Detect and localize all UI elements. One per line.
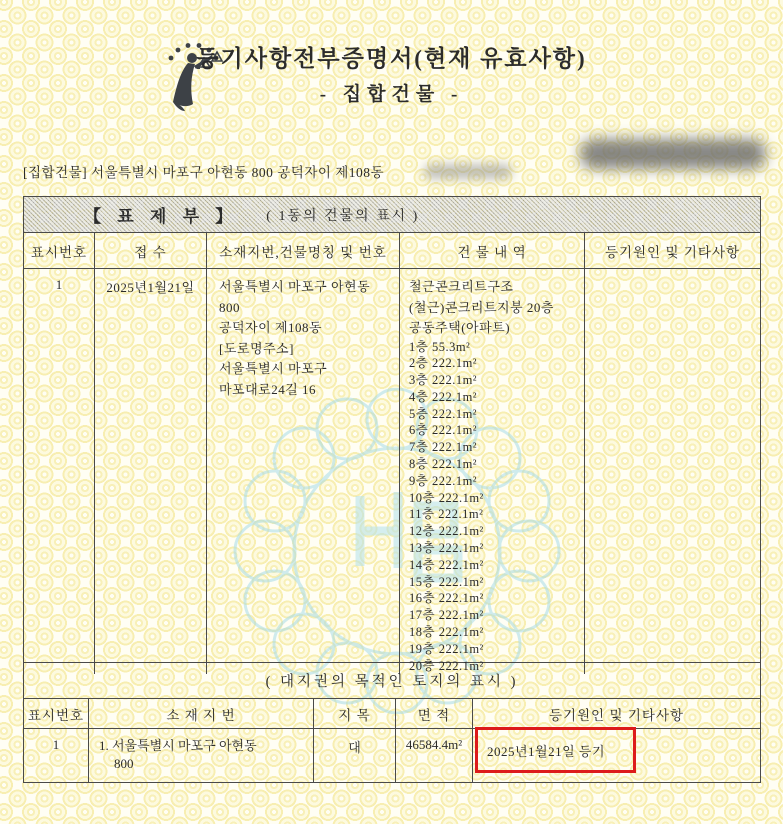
cell-land-address [89,729,314,782]
text-line: (철근)콘크리트지붕 20층 [409,299,554,315]
document-title: 등기사항전부증명서(현재 유효사항) [196,46,587,71]
cell-land-cause [473,729,760,782]
text-line: 서울특별시 마포구 아현동 [219,279,371,294]
cell-cause-empty [585,269,760,674]
register-table [23,196,761,783]
text-line: 5층 222.1m² [409,406,478,421]
title-part-sublabel: ( 1동의 건물의 표시 ) [266,208,420,224]
text-line: 10층 222.1m² [409,490,484,505]
building-table-header [24,233,760,269]
col-land-display-no: 표시번호 [24,699,89,728]
title-part-band [24,197,760,233]
text-line: 1층 55.3m² [409,339,471,354]
cell-building-detail [400,269,585,674]
text-line: 20층 222.1m² [409,658,484,673]
land-table-header [24,699,760,729]
cell-receipt-date: 2025년1월21일 [95,269,207,674]
building-structure-lines [400,277,584,339]
text-line: 6층 222.1m² [409,423,478,438]
land-registration-date: 2025년1월21일 등기 [487,743,606,759]
text-line: 17층 222.1m² [409,608,484,623]
text-line: 철근콘크리트구조 [409,279,514,294]
cell-location-address [207,269,400,674]
col-cause: 등기원인 및 기타사항 [604,244,741,260]
text-line: 9층 222.1m² [409,473,478,488]
land-section-title: ( 대지권의 목적인 토지의 표시 ) [24,663,760,699]
col-display-no: 표시번호 [24,233,95,268]
col-land-location: 소 재 지 번 [89,699,314,728]
text-line: 4층 222.1m² [409,389,478,404]
building-floor-areas [400,339,584,675]
text-line: 11층 222.1m² [409,507,484,522]
col-receipt: 접 수 [95,233,207,268]
text-line: 공덕자이 제108동 [219,320,323,335]
text-line: 18층 222.1m² [409,625,484,640]
title-part-label: 【 표 제 부 】 [84,207,239,226]
redaction-blur-after-address [424,164,512,179]
text-line: 서울특별시 마포구 [219,361,328,376]
document-header [0,40,783,106]
col-land-area: 면 적 [396,699,473,728]
col-land-category: 지 목 [314,699,396,728]
building-table-row [24,269,760,673]
highlight-red-box [475,727,636,773]
cell-land-display-no: 1 [24,729,89,782]
text-line: 16층 222.1m² [409,591,484,606]
cell-display-no: 1 [24,269,95,674]
text-line: 12층 222.1m² [409,524,484,539]
text-line: 800 [219,299,240,315]
land-table-row [24,729,760,782]
text-line: 15층 222.1m² [409,574,484,589]
text-line: 7층 222.1m² [409,440,478,455]
col-location: 소재지번,건물명칭 및 번호 [207,233,400,268]
text-line: 8층 222.1m² [409,457,478,472]
text-line: 공동주택(아파트) [409,320,511,335]
property-identifier-line: [집합건물] 서울특별시 마포구 아현동 800 공덕자이 제108동 [23,165,385,180]
col-building-detail: 건 물 내 역 [400,233,585,268]
text-line: 2층 222.1m² [409,356,478,371]
redaction-blur-top-right [580,139,766,169]
text-line: 1. 서울특별시 마포구 아현동 [99,738,257,753]
text-line: 19층 222.1m² [409,641,484,656]
text-line: 800 [114,756,134,771]
cell-land-category: 대 [314,729,396,782]
text-line: 3층 222.1m² [409,373,478,388]
text-line: 마포대로24길 16 [219,381,317,397]
col-land-cause: 등기원인 및 기타사항 [548,707,685,723]
cell-land-area: 46584.4m² [396,729,473,782]
text-line: [도로명주소] [219,340,294,356]
document-subtitle: - 집합건물 - [319,84,464,105]
text-line: 14층 222.1m² [409,557,484,572]
text-line: 13층 222.1m² [409,541,484,556]
